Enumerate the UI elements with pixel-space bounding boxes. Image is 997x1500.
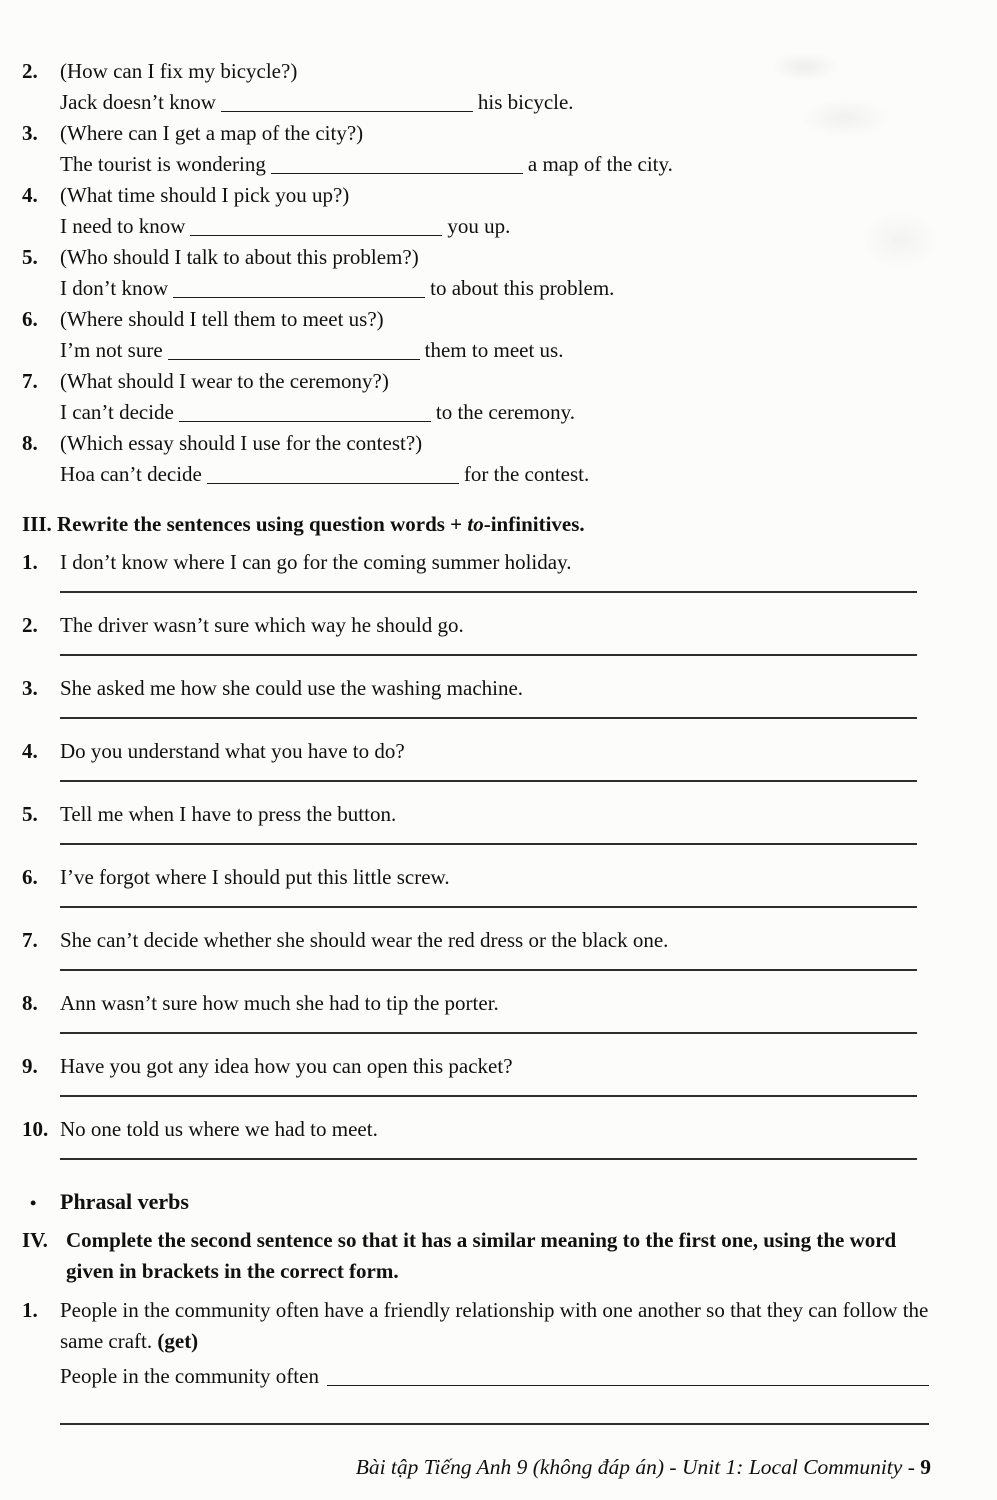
item-number: 3.	[22, 676, 38, 700]
heading-text: Complete the second sentence so that it has a similar meaning to the first one, using the word given in brackets in the correct form.	[66, 1228, 897, 1283]
phrasal-verbs-label: Phrasal verbs	[60, 1189, 189, 1214]
page-footer	[22, 1455, 935, 1480]
answer-line	[22, 211, 935, 242]
answer-pre-text: I need to know	[60, 214, 186, 238]
exercise-item	[22, 1295, 935, 1425]
sentence-text: No one told us where we had to meet.	[60, 1117, 378, 1141]
sentence-text: She can’t decide whether she should wear the red dress or the black one.	[60, 928, 669, 952]
sentence-text: Ann wasn’t sure how much she had to tip the porter.	[60, 991, 499, 1015]
exercise-item	[22, 1051, 935, 1097]
exercise-item	[22, 925, 935, 971]
item-number: 8.	[22, 431, 38, 455]
exercise-item	[22, 610, 935, 656]
answer-post-text: them to meet us.	[424, 338, 564, 362]
sentence-text: Have you got any idea how you can open this packet?	[60, 1054, 513, 1078]
bracket-hint: (get)	[157, 1329, 199, 1353]
write-line	[60, 1032, 917, 1034]
answer-pre-text: Jack doesn’t know	[60, 90, 216, 114]
heading-text: III. Rewrite the sentences using question words +	[22, 512, 468, 536]
answer-line	[22, 273, 935, 304]
answer-post-text: a map of the city.	[527, 152, 673, 176]
sentence-text: Tell me when I have to press the button.	[60, 802, 397, 826]
answer-line	[22, 335, 935, 366]
item-number: 4.	[22, 183, 38, 207]
heading-text: -infinitives.	[483, 512, 585, 536]
sentence-text: The driver wasn’t sure which way he should go.	[60, 613, 464, 637]
answer-pre-text: I’m not sure	[60, 338, 163, 362]
answer-blank	[168, 345, 420, 360]
question-text: (Where can I get a map of the city?)	[60, 121, 364, 145]
question-text: (Where should I tell them to meet us?)	[60, 307, 384, 331]
item-number: 5.	[22, 802, 38, 826]
answer-pre-text: I don’t know	[60, 276, 169, 300]
answer-post-text: you up.	[447, 214, 511, 238]
answer-blank	[190, 221, 442, 236]
exercise-item	[22, 862, 935, 908]
exercise-item	[22, 428, 935, 490]
item-number: 2.	[22, 59, 38, 83]
write-line	[60, 1095, 917, 1097]
phrasal-verbs-heading	[22, 1186, 935, 1219]
answer-pre-text: Hoa can’t decide	[60, 462, 202, 486]
question-text: (What should I wear to the ceremony?)	[60, 369, 389, 393]
section-heading-iii	[22, 509, 935, 540]
question-text: (How can I fix my bicycle?)	[60, 59, 298, 83]
item-number: 2.	[22, 613, 38, 637]
item-number: 7.	[22, 369, 38, 393]
exercise-item	[22, 988, 935, 1034]
answer-line	[22, 87, 935, 118]
sentence-text: Do you understand what you have to do?	[60, 739, 405, 763]
answer-line	[22, 397, 935, 428]
exercise-item	[22, 366, 935, 428]
write-line	[60, 717, 917, 719]
question-text: (Which essay should I use for the contest?)	[60, 431, 423, 455]
question-text: (What time should I pick you up?)	[60, 183, 350, 207]
answer-line	[22, 1359, 935, 1393]
item-number: 1.	[22, 550, 38, 574]
item-number: 1.	[22, 1298, 38, 1322]
exercise-item	[22, 736, 935, 782]
answer-post-text: his bicycle.	[477, 90, 574, 114]
answer-blank	[221, 97, 473, 112]
answer-pre-text: I can’t decide	[60, 400, 174, 424]
item-number: 10.	[22, 1117, 49, 1141]
item-number: 8.	[22, 991, 38, 1015]
item-number: 4.	[22, 739, 38, 763]
answer-blank	[179, 407, 431, 422]
item-number: 5.	[22, 245, 38, 269]
item-number: 6.	[22, 865, 38, 889]
answer-post-text: to about this problem.	[430, 276, 615, 300]
item-number: 3.	[22, 121, 38, 145]
item-number: 9.	[22, 1054, 38, 1078]
heading-italic-word: to	[467, 512, 484, 536]
page-number: 9	[920, 1455, 931, 1479]
write-line	[60, 1158, 917, 1160]
write-line	[60, 780, 917, 782]
question-text: (Who should I talk to about this problem?)	[60, 245, 419, 269]
exercise-item	[22, 304, 935, 366]
write-line	[60, 969, 917, 971]
answer-line	[22, 459, 935, 490]
exercise-item	[22, 799, 935, 845]
answer-blank	[327, 1371, 929, 1386]
write-line	[60, 591, 917, 593]
write-line	[60, 1423, 929, 1425]
exercise-item	[22, 56, 935, 118]
answer-blank	[271, 159, 523, 174]
write-line	[60, 906, 917, 908]
answer-pre-text: The tourist is wondering	[60, 152, 266, 176]
item-number: 6.	[22, 307, 38, 331]
exercise-item	[22, 547, 935, 593]
answer-post-text: for the contest.	[463, 462, 590, 486]
bullet-icon: •	[30, 1193, 37, 1213]
exercise-item	[22, 180, 935, 242]
sentence-text: She asked me how she could use the washing machine.	[60, 676, 524, 700]
exercise-item	[22, 118, 935, 180]
exercise-item	[22, 673, 935, 719]
section-heading-iv	[22, 1225, 935, 1287]
answer-pre-text: People in the community often	[60, 1364, 319, 1388]
exercise-item	[22, 242, 935, 304]
write-line	[60, 654, 917, 656]
sentence-body: People in the community often have a friendly relationship with one another so that they can follow the same craft.	[60, 1298, 929, 1353]
exercise-section-2	[22, 56, 935, 490]
exercise-section-3	[22, 547, 935, 1160]
exercise-item	[22, 1114, 935, 1160]
sentence-text	[60, 1295, 935, 1357]
sentence-text: I don’t know where I can go for the coming summer holiday.	[60, 550, 572, 574]
answer-blank	[173, 283, 425, 298]
sentence-text: I’ve forgot where I should put this little screw.	[60, 865, 450, 889]
answer-post-text: to the ceremony.	[435, 400, 576, 424]
answer-line	[22, 149, 935, 180]
item-number: 7.	[22, 928, 38, 952]
write-line	[60, 843, 917, 845]
section-number: IV.	[22, 1228, 48, 1252]
answer-blank	[207, 469, 459, 484]
footer-text: Bài tập Tiếng Anh 9 (không đáp án) - Unit 1: Local Community -	[355, 1455, 921, 1479]
